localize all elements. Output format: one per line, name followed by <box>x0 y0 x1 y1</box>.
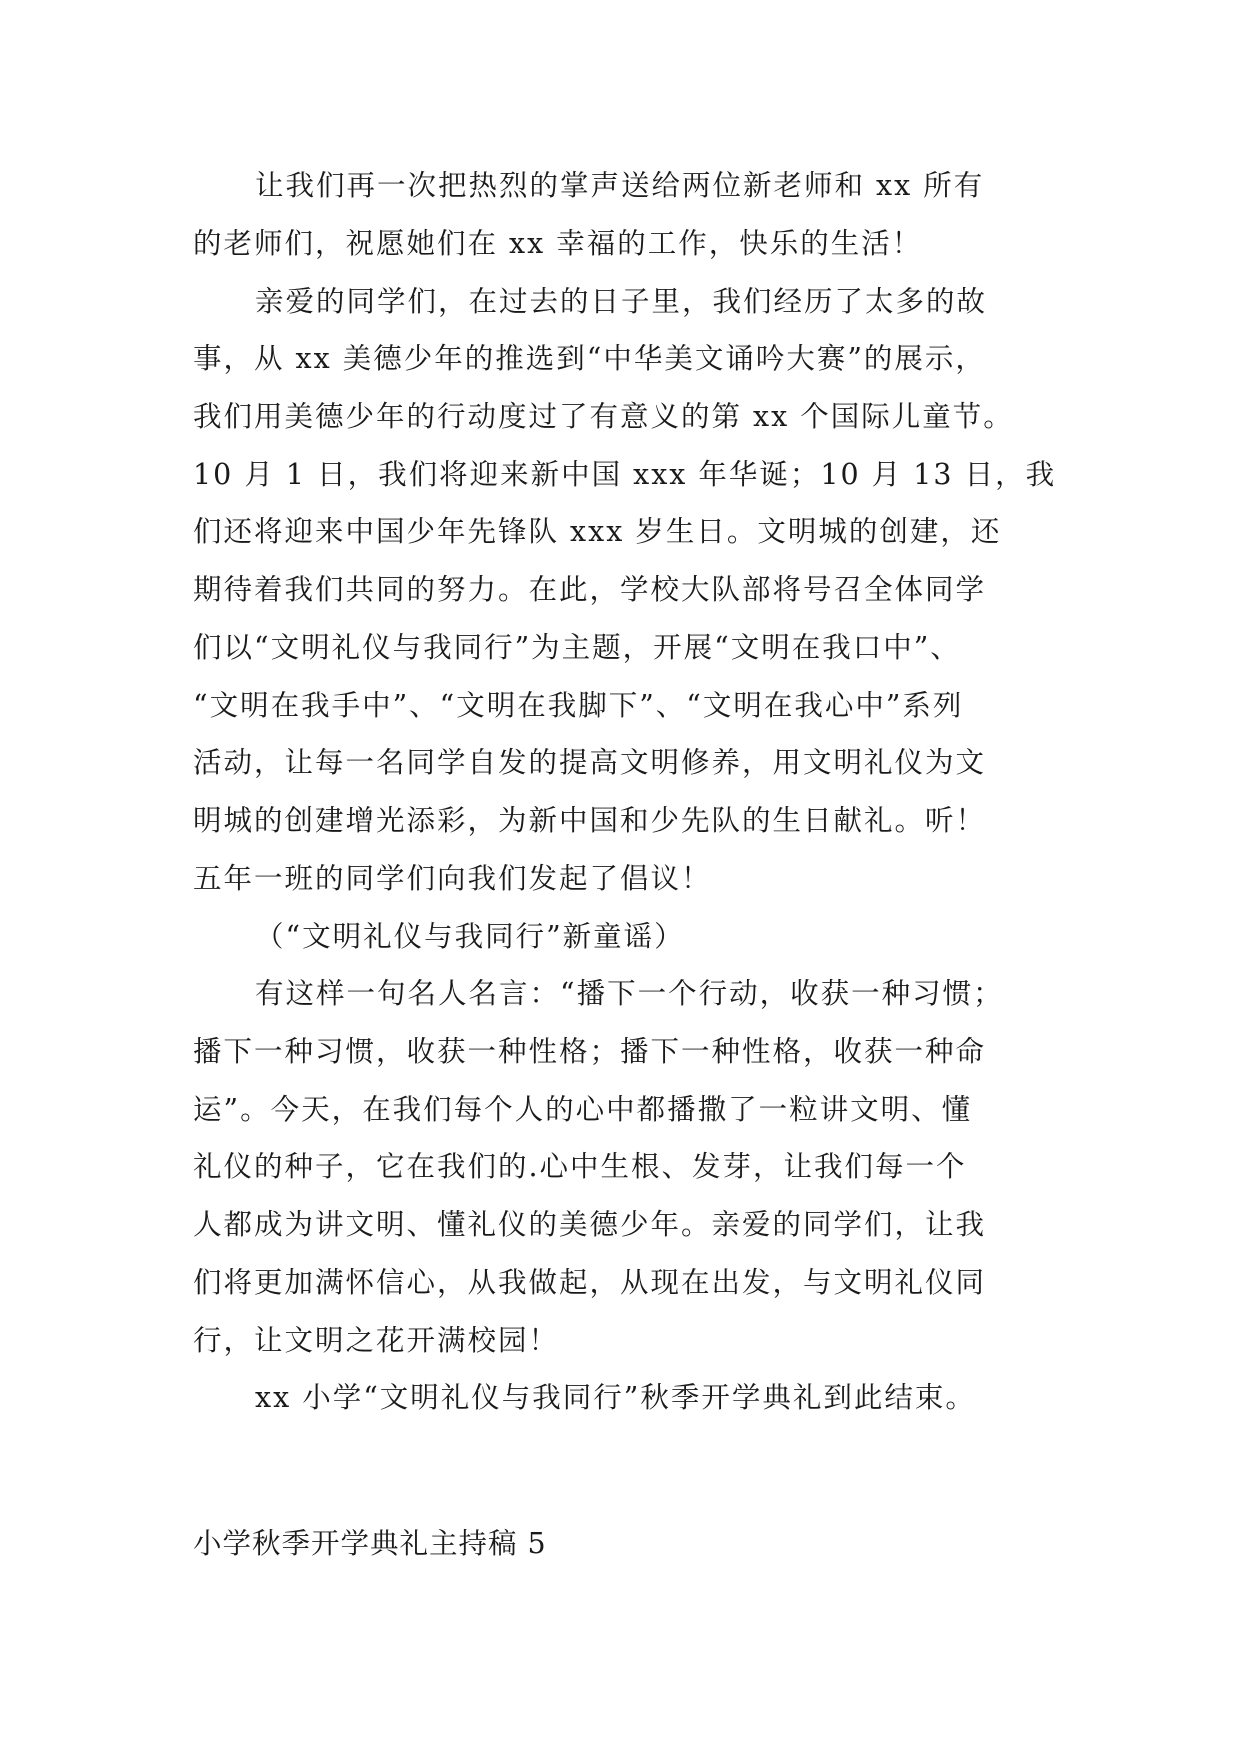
paragraph-line: 五年一班的同学们向我们发起了倡议！ <box>193 862 712 895</box>
song-title-line: （“文明礼仪与我同行”新童谣） <box>255 920 685 953</box>
section-heading: 小学秋季开学典礼主持稿 5 <box>193 1527 547 1560</box>
paragraph-line: 礼仪的种子，它在我们的.心中生根、发芽，让我们每一个 <box>193 1150 967 1183</box>
paragraph-line: 10 月 1 日，我们将迎来新中国 xxx 年华诞；10 月 13 日，我 <box>193 458 1057 491</box>
paragraph-line: 期待着我们共同的努力。在此，学校大队部将号召全体同学 <box>193 573 987 606</box>
paragraph-line: 活动，让每一名同学自发的提高文明修养，用文明礼仪为文 <box>193 746 987 779</box>
paragraph-line: 事，从 xx 美德少年的推选到“中华美文诵吟大赛”的展示， <box>193 342 986 375</box>
paragraph-line: 运”。今天，在我们每个人的心中都播撒了一粒讲文明、懂 <box>193 1093 973 1126</box>
paragraph-line: 亲爱的同学们，在过去的日子里，我们经历了太多的故 <box>255 285 988 318</box>
paragraph-line: 播下一种习惯，收获一种性格；播下一种性格，收获一种命 <box>193 1035 987 1068</box>
paragraph-line: 们将更加满怀信心，从我做起，从现在出发，与文明礼仪同 <box>193 1266 987 1299</box>
paragraph-line: 人都成为讲文明、懂礼仪的美德少年。亲爱的同学们，让我 <box>193 1208 987 1241</box>
paragraph-line: 们还将迎来中国少年先锋队 xxx 岁生日。文明城的创建，还 <box>193 515 1002 548</box>
paragraph-line: 明城的创建增光添彩，为新中国和少先队的生日献礼。听！ <box>193 804 987 837</box>
paragraph-line: 有这样一句名人名言：“播下一个行动，收获一种习惯； <box>255 977 1004 1010</box>
paragraph-line: 的老师们，祝愿她们在 xx 幸福的工作，快乐的生活！ <box>193 227 923 260</box>
paragraph-line: 让我们再一次把热烈的掌声送给两位新老师和 xx 所有 <box>255 169 985 202</box>
closing-line: xx 小学“文明礼仪与我同行”秋季开学典礼到此结束。 <box>255 1381 976 1414</box>
paragraph-line: 行，让文明之花开满校园！ <box>193 1324 560 1357</box>
paragraph-line: “文明在我手中”、“文明在我脚下”、“文明在我心中”系列 <box>193 689 964 722</box>
paragraph-line: 们以“文明礼仪与我同行”为主题，开展“文明在我口中”、 <box>193 631 961 664</box>
paragraph-line: 我们用美德少年的行动度过了有意义的第 xx 个国际儿童节。 <box>193 400 1014 433</box>
